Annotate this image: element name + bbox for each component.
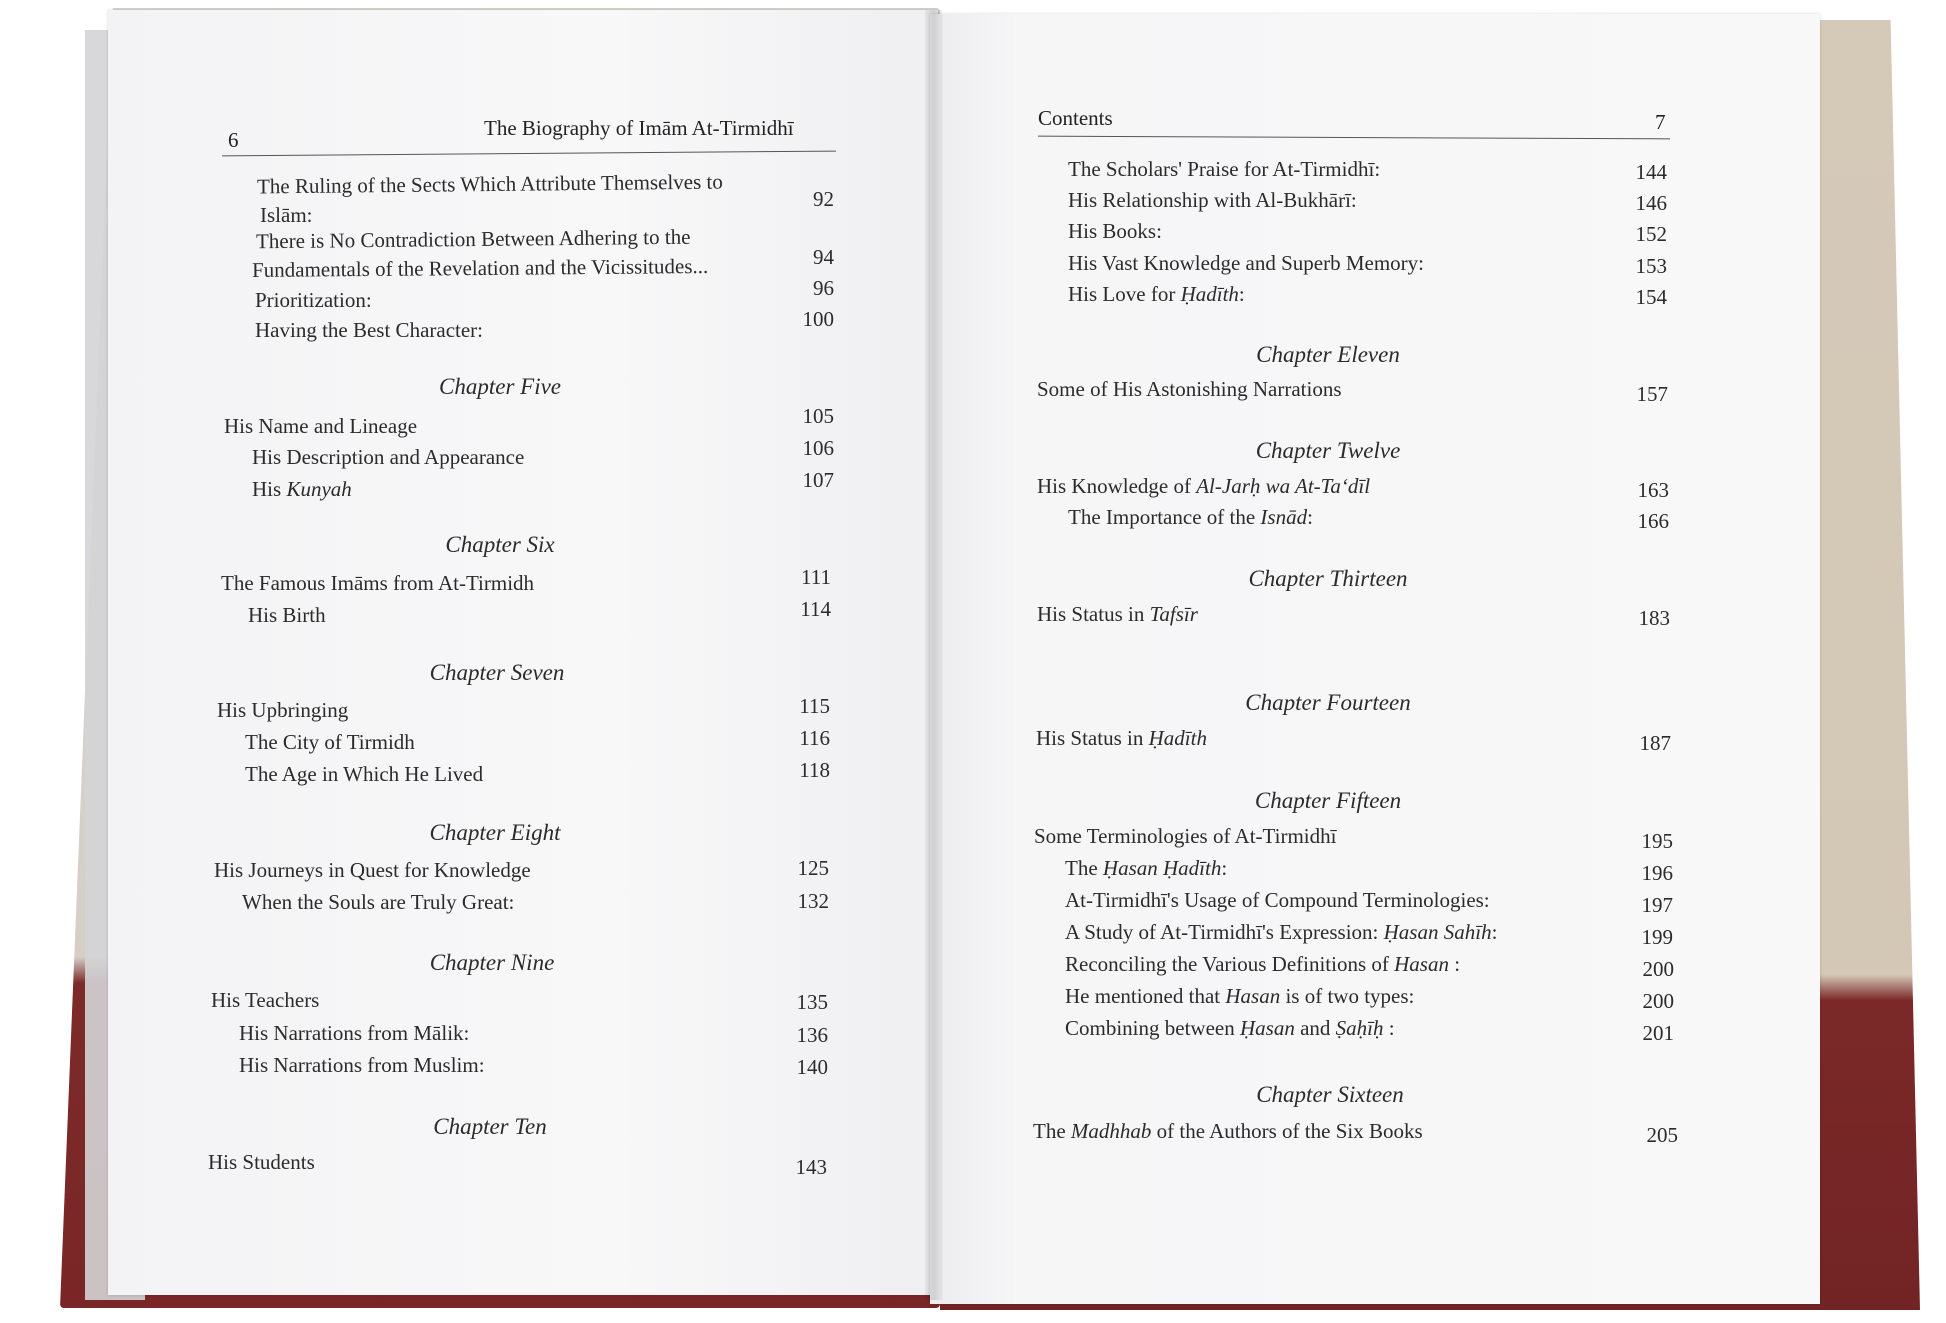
toc-entry: His Love for Ḥadīth: <box>1068 282 1245 306</box>
toc-entry: The Madhhab of the Authors of the Six Books <box>1033 1119 1423 1143</box>
toc-entry: Prioritization: <box>255 288 372 312</box>
toc-entry: The Age in Which He Lived <box>245 762 484 786</box>
chapter-heading: Chapter Nine <box>429 950 555 975</box>
chapter-heading: Chapter Seven <box>429 660 565 685</box>
page-ref: 196 <box>1641 861 1673 885</box>
chapter-heading: Chapter Eight <box>429 820 561 845</box>
page-ref: 132 <box>797 889 829 913</box>
toc-entry: His Journeys in Quest for Knowledge <box>214 858 531 882</box>
page-ref: 146 <box>1635 191 1667 215</box>
page-ref: 107 <box>802 468 834 492</box>
chapter-heading: Chapter Twelve <box>1255 438 1401 463</box>
toc-entry: His Description and Appearance <box>252 445 525 469</box>
page-ref: 166 <box>1637 509 1669 533</box>
page-ref: 197 <box>1641 893 1673 917</box>
toc-entry: His Narrations from Muslim: <box>239 1053 485 1077</box>
page-ref: 111 <box>801 565 831 589</box>
page-ref: 105 <box>802 404 834 428</box>
page-ref: 116 <box>799 726 830 750</box>
toc-entry: When the Souls are Truly Great: <box>242 890 515 914</box>
toc-entry: The Ruling of the Sects Which Attribute Themselves to <box>256 169 723 199</box>
toc-entry: His Status in Tafsīr <box>1037 602 1198 626</box>
toc-entry: Having the Best Character: <box>255 318 484 342</box>
chapter-heading: Chapter Eleven <box>1256 342 1400 367</box>
toc-entry: He mentioned that Hasan is of two types: <box>1065 984 1415 1008</box>
toc-entry: His Students <box>208 1150 315 1174</box>
page-ref: 195 <box>1641 829 1673 853</box>
page-ref: 187 <box>1639 731 1671 755</box>
page-ref: 157 <box>1636 382 1668 406</box>
page-ref: 106 <box>802 436 834 460</box>
toc-entry: His Name and Lineage <box>224 414 418 438</box>
toc-entry: Some Terminologies of At-Tirmidhī <box>1034 824 1337 848</box>
toc-entry: Some of His Astonishing Narrations <box>1037 377 1342 401</box>
running-title-left: The Biography of Imām At-Tirmidhī <box>484 116 794 140</box>
toc-entry: His Upbringing <box>217 698 349 722</box>
toc-entry: The City of Tirmidh <box>245 730 415 754</box>
page-ref: 115 <box>799 694 830 718</box>
toc-entry: The Importance of the Isnād: <box>1068 505 1313 529</box>
chapter-heading: Chapter Six <box>445 532 555 557</box>
page-ref: 200 <box>1642 989 1674 1013</box>
page-ref: 140 <box>796 1055 828 1079</box>
page-ref: 92 <box>813 187 834 211</box>
page-ref: 163 <box>1637 478 1669 502</box>
toc-entry: His Status in Ḥadīth <box>1036 726 1207 750</box>
page-ref: 94 <box>813 245 834 269</box>
toc-entry: His Teachers <box>211 988 320 1012</box>
right-page <box>930 14 1820 1304</box>
page-ref: 152 <box>1635 222 1667 246</box>
page-ref: 200 <box>1642 957 1674 981</box>
toc-entry: The Scholars' Praise for At-Tirmidhī: <box>1068 157 1381 181</box>
page-ref: 136 <box>796 1023 828 1047</box>
page-ref: 114 <box>800 597 831 621</box>
chapter-heading: Chapter Ten <box>433 1114 547 1139</box>
book-gutter <box>925 10 943 1300</box>
toc-entry: There is No Contradiction Between Adhering to the <box>255 224 691 254</box>
toc-entry: A Study of At-Tirmidhī's Expression: Ḥasan Sahīh: <box>1065 920 1498 944</box>
page-number-right: 7 <box>1655 110 1666 134</box>
chapter-heading: Chapter Fifteen <box>1254 788 1402 813</box>
page-ref: 199 <box>1641 925 1673 949</box>
chapter-heading: Chapter Five <box>439 374 561 399</box>
toc-entry-cont: Fundamentals of the Revelation and the Vicissitudes... <box>251 254 709 282</box>
page-ref: 153 <box>1635 254 1667 278</box>
chapter-heading: Chapter Thirteen <box>1248 566 1408 591</box>
chapter-heading: Chapter Fourteen <box>1245 690 1411 715</box>
page-ref: 143 <box>795 1155 827 1179</box>
toc-entry: His Vast Knowledge and Superb Memory: <box>1068 251 1424 275</box>
toc-entry: His Knowledge of Al-Jarḥ wa At-Taʻdīl <box>1037 474 1371 498</box>
toc-entry: Combining between Ḥasan and Ṣaḥīḥ : <box>1065 1016 1395 1040</box>
page-ref: 135 <box>796 990 828 1014</box>
page-ref: 144 <box>1635 160 1667 184</box>
toc-entry: His Books: <box>1068 219 1162 243</box>
page-number-left: 6 <box>228 128 239 152</box>
page-ref: 118 <box>799 758 830 782</box>
toc-entry: His Kunyah <box>252 477 352 501</box>
page-ref: 154 <box>1635 285 1667 309</box>
page-ref: 96 <box>813 276 834 300</box>
page-ref: 100 <box>802 307 834 331</box>
chapter-heading: Chapter Sixteen <box>1256 1082 1404 1107</box>
toc-entry: The Ḥasan Ḥadīth: <box>1065 856 1228 880</box>
page-ref: 125 <box>797 856 829 880</box>
toc-entry-cont: Islām: <box>260 203 313 227</box>
toc-entry: His Narrations from Mālik: <box>239 1021 470 1045</box>
toc-entry: His Birth <box>248 603 326 627</box>
page-ref: 201 <box>1642 1021 1674 1045</box>
running-title-right: Contents <box>1038 106 1113 130</box>
toc-entry: His Relationship with Al-Bukhārī: <box>1068 188 1357 212</box>
toc-entry: The Famous Imāms from At-Tirmidh <box>221 571 535 595</box>
page-ref: 205 <box>1646 1123 1678 1147</box>
toc-entry: At-Tirmidhī's Usage of Compound Terminologies: <box>1065 888 1490 912</box>
page-ref: 183 <box>1638 606 1670 630</box>
toc-entry: Reconciling the Various Definitions of Hasan : <box>1065 952 1461 976</box>
